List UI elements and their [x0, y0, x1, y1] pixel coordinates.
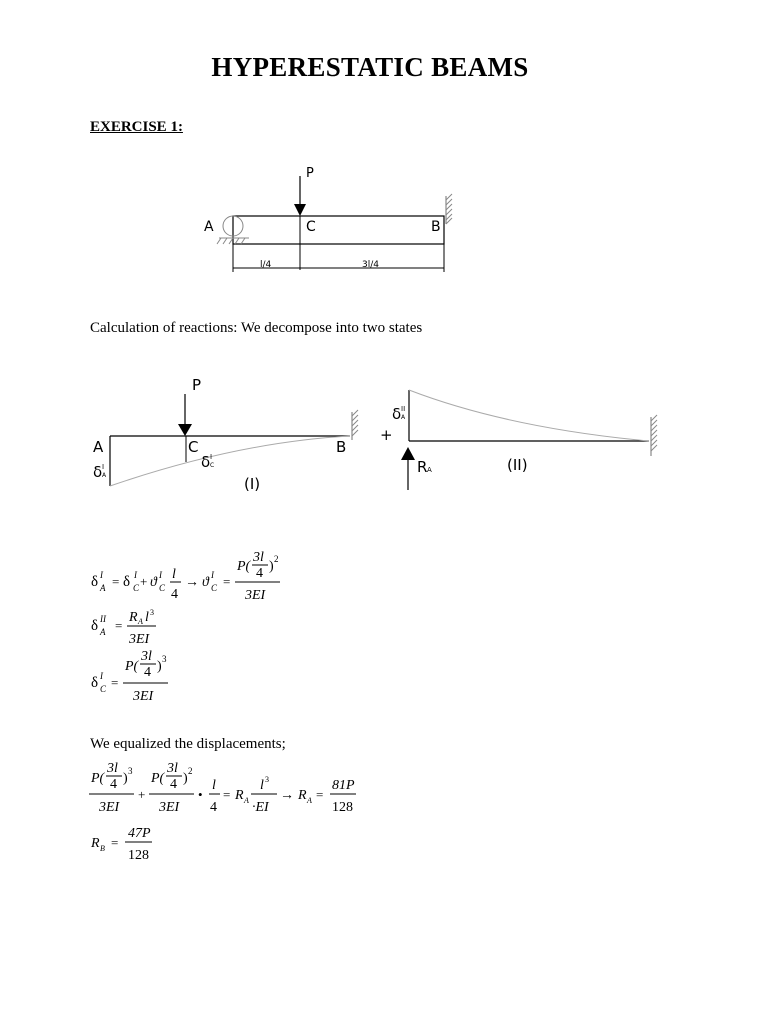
state1-label: (I) — [244, 475, 261, 493]
fixed-support — [446, 194, 452, 224]
svg-text:→: → — [185, 575, 199, 590]
beam — [233, 216, 444, 244]
svg-text:47P: 47P — [128, 826, 151, 841]
deflected-shape-state1 — [110, 436, 350, 486]
svg-text:4: 4 — [110, 777, 117, 792]
svg-text:ϑ: ϑ — [150, 575, 157, 590]
svg-text:=: = — [223, 787, 231, 802]
states-figure — [88, 370, 668, 500]
svg-text:+: + — [140, 574, 148, 589]
svg-text:R: R — [91, 836, 100, 851]
svg-text:): ) — [269, 559, 274, 574]
svg-text:R: R — [129, 610, 138, 625]
load-arrow-state1 — [178, 394, 192, 436]
svg-text:3l: 3l — [253, 550, 264, 565]
svg-text:3l: 3l — [141, 649, 152, 664]
svg-text:I: I — [134, 570, 137, 580]
svg-text:·EI: ·EI — [252, 800, 269, 815]
svg-text:I: I — [100, 671, 103, 681]
svg-text:4: 4 — [210, 800, 217, 815]
fixed-support-state1 — [352, 410, 358, 440]
svg-text:2: 2 — [188, 766, 193, 776]
equation-4 — [88, 758, 368, 818]
svg-text:R: R — [298, 788, 307, 803]
svg-text:→: → — [280, 788, 294, 803]
span-left-label: l/4 — [260, 260, 272, 270]
exercise-heading: EXERCISE 1: — [90, 119, 183, 135]
svg-text:C: C — [159, 583, 166, 593]
svg-text:II: II — [100, 614, 106, 624]
svg-text:δ: δ — [201, 453, 211, 471]
svg-text:=: = — [111, 675, 119, 690]
plus-sign: + — [380, 426, 393, 444]
svg-text:4: 4 — [170, 777, 177, 792]
svg-text:): ) — [183, 771, 188, 786]
svg-text:•: • — [198, 787, 203, 802]
svg-text:4: 4 — [256, 566, 263, 581]
svg-text:3: 3 — [265, 775, 269, 784]
point-b-label: B — [431, 219, 441, 235]
svg-text:128: 128 — [128, 848, 149, 863]
svg-text:δ: δ — [91, 618, 99, 634]
svg-text:l: l — [145, 610, 149, 625]
svg-text:A: A — [100, 583, 106, 593]
point-a-label: A — [204, 219, 214, 235]
svg-text:3l: 3l — [107, 761, 118, 776]
svg-text:3: 3 — [162, 654, 167, 664]
point-c-label-state1: C — [188, 438, 199, 456]
svg-text:P(: P( — [125, 659, 139, 674]
svg-text:δ: δ — [93, 463, 103, 481]
svg-text:C: C — [100, 684, 107, 694]
state2-label: (II) — [507, 456, 528, 474]
svg-text:l: l — [212, 778, 216, 793]
svg-text:I: I — [211, 570, 214, 580]
svg-text:C: C — [210, 462, 215, 469]
svg-text:=: = — [115, 618, 123, 633]
load-arrow — [294, 176, 306, 216]
svg-text:C: C — [211, 583, 218, 593]
svg-text:l: l — [172, 567, 176, 582]
svg-text:ϑ: ϑ — [202, 575, 209, 590]
page-title: HYPERESTATIC BEAMS — [211, 52, 529, 82]
delta-c1-label — [201, 453, 214, 471]
span-right-label: 3l/4 — [362, 260, 379, 270]
svg-text:A: A — [307, 796, 312, 805]
svg-text:δ: δ — [123, 574, 131, 590]
reaction-label — [417, 458, 432, 476]
svg-text:A: A — [401, 414, 406, 421]
svg-text:A: A — [138, 617, 143, 626]
svg-text:=: = — [316, 787, 324, 802]
svg-text:R: R — [235, 788, 244, 803]
svg-text:3l: 3l — [167, 761, 178, 776]
svg-text:B: B — [100, 844, 105, 853]
equation-3 — [88, 648, 208, 706]
svg-text:δ: δ — [91, 675, 99, 691]
svg-text:δ: δ — [392, 405, 402, 423]
svg-text:3: 3 — [150, 608, 154, 617]
svg-text:3EI: 3EI — [159, 800, 180, 815]
svg-text:=: = — [223, 574, 231, 589]
svg-text:=: = — [112, 574, 120, 589]
svg-text:δ: δ — [91, 574, 99, 590]
svg-text:I: I — [102, 463, 105, 471]
point-a-label-state1: A — [93, 438, 104, 456]
delta-a1-label — [93, 463, 107, 481]
svg-text:I: I — [100, 570, 103, 580]
equation-2 — [88, 606, 208, 646]
equation-1 — [88, 548, 318, 606]
svg-text:3EI: 3EI — [99, 800, 120, 815]
svg-text:I: I — [159, 570, 162, 580]
svg-text:I: I — [210, 453, 213, 461]
svg-text:+: + — [138, 787, 146, 802]
deflected-shape-state2 — [409, 390, 649, 441]
beam-figure — [195, 160, 475, 280]
svg-text:II: II — [401, 405, 406, 413]
equalize-text: We equalized the displacements; — [90, 736, 286, 752]
svg-text:A: A — [244, 796, 249, 805]
intro-text: Calculation of reactions: We decompose into two states — [90, 320, 423, 336]
point-c-label: C — [306, 219, 316, 235]
reaction-arrow — [401, 447, 415, 490]
svg-text:3EI: 3EI — [245, 588, 266, 603]
svg-text:A: A — [427, 466, 432, 474]
svg-text:2: 2 — [274, 554, 279, 564]
svg-text:128: 128 — [332, 800, 353, 815]
svg-text:P(: P( — [151, 771, 165, 786]
svg-text:3: 3 — [128, 766, 133, 776]
svg-text:R: R — [417, 458, 428, 476]
svg-text:3EI: 3EI — [129, 632, 150, 646]
svg-text:): ) — [123, 771, 128, 786]
delta-a2-label — [392, 405, 406, 423]
svg-text:4: 4 — [144, 665, 151, 680]
equation-5 — [88, 820, 208, 866]
svg-text:P(: P( — [237, 559, 251, 574]
svg-text:=: = — [111, 835, 119, 850]
svg-text:3EI: 3EI — [133, 689, 154, 704]
svg-text:P(: P( — [91, 771, 105, 786]
svg-text:): ) — [157, 659, 162, 674]
fixed-support-state2 — [651, 415, 657, 456]
load-label: P — [306, 166, 314, 181]
svg-text:A: A — [102, 472, 107, 479]
svg-text:81P: 81P — [332, 778, 355, 793]
svg-text:4: 4 — [171, 587, 178, 602]
svg-text:C: C — [133, 583, 140, 593]
load-label-state1: P — [192, 376, 202, 394]
svg-text:A: A — [100, 627, 106, 637]
point-b-label-state1: B — [336, 438, 347, 456]
svg-text:l: l — [260, 778, 264, 793]
